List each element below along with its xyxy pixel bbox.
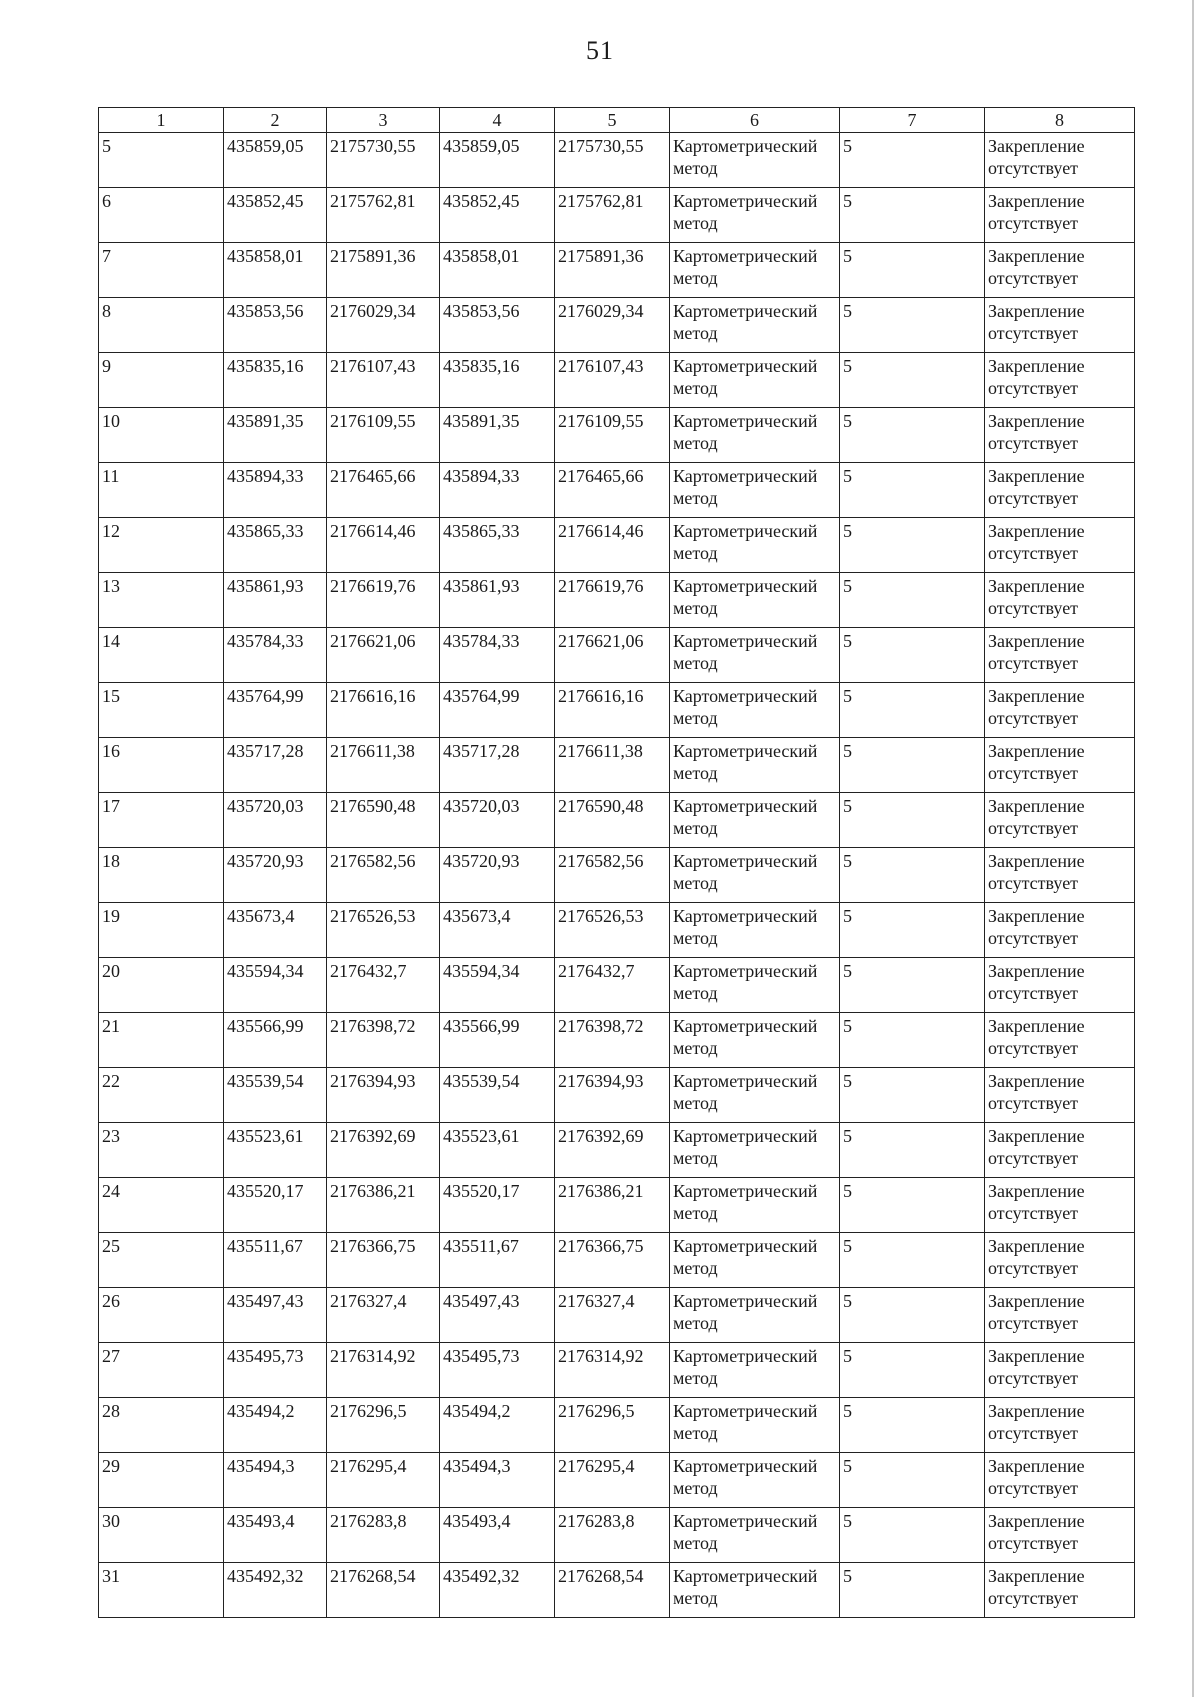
method-cell: Картометрический метод — [670, 1068, 840, 1123]
table-body — [99, 133, 1135, 1618]
point-number-cell: 28 — [99, 1398, 224, 1453]
x-coordinate-cell: 435493,4 — [224, 1508, 327, 1563]
marking-cell: Закрепление отсутствует — [985, 958, 1135, 1013]
point-number-cell: 5 — [99, 133, 224, 188]
accuracy-cell: 5 — [840, 903, 985, 958]
x-coordinate-cell: 435717,28 — [224, 738, 327, 793]
y-coordinate-cell: 2176268,54 — [327, 1563, 440, 1618]
x-coordinate-cell: 435894,33 — [440, 463, 555, 518]
x-coordinate-cell: 435494,2 — [440, 1398, 555, 1453]
y-coordinate-cell: 2176526,53 — [555, 903, 670, 958]
accuracy-cell: 5 — [840, 1013, 985, 1068]
x-coordinate-cell: 435865,33 — [440, 518, 555, 573]
table-row — [99, 848, 1135, 903]
column-header: 2 — [224, 108, 327, 133]
marking-cell: Закрепление отсутствует — [985, 903, 1135, 958]
x-coordinate-cell: 435520,17 — [440, 1178, 555, 1233]
y-coordinate-cell: 2175891,36 — [555, 243, 670, 298]
table-row — [99, 1178, 1135, 1233]
x-coordinate-cell: 435720,03 — [224, 793, 327, 848]
table-row — [99, 133, 1135, 188]
y-coordinate-cell: 2176327,4 — [555, 1288, 670, 1343]
x-coordinate-cell: 435673,4 — [440, 903, 555, 958]
point-number-cell: 20 — [99, 958, 224, 1013]
accuracy-cell: 5 — [840, 1068, 985, 1123]
accuracy-cell: 5 — [840, 1233, 985, 1288]
accuracy-cell: 5 — [840, 518, 985, 573]
y-coordinate-cell: 2176619,76 — [555, 573, 670, 628]
y-coordinate-cell: 2176109,55 — [555, 408, 670, 463]
marking-cell: Закрепление отсутствует — [985, 738, 1135, 793]
column-header: 6 — [670, 108, 840, 133]
table-row — [99, 1068, 1135, 1123]
x-coordinate-cell: 435497,43 — [440, 1288, 555, 1343]
y-coordinate-cell: 2176590,48 — [327, 793, 440, 848]
x-coordinate-cell: 435720,93 — [224, 848, 327, 903]
method-cell: Картометрический метод — [670, 683, 840, 738]
y-coordinate-cell: 2176296,5 — [555, 1398, 670, 1453]
method-cell: Картометрический метод — [670, 463, 840, 518]
y-coordinate-cell: 2176314,92 — [327, 1343, 440, 1398]
table-row — [99, 1343, 1135, 1398]
x-coordinate-cell: 435861,93 — [440, 573, 555, 628]
x-coordinate-cell: 435861,93 — [224, 573, 327, 628]
column-header: 8 — [985, 108, 1135, 133]
x-coordinate-cell: 435853,56 — [224, 298, 327, 353]
marking-cell: Закрепление отсутствует — [985, 793, 1135, 848]
table-row — [99, 1398, 1135, 1453]
point-number-cell: 14 — [99, 628, 224, 683]
x-coordinate-cell: 435852,45 — [224, 188, 327, 243]
y-coordinate-cell: 2176029,34 — [555, 298, 670, 353]
accuracy-cell: 5 — [840, 683, 985, 738]
marking-cell: Закрепление отсутствует — [985, 1453, 1135, 1508]
y-coordinate-cell: 2176432,7 — [555, 958, 670, 1013]
y-coordinate-cell: 2176295,4 — [327, 1453, 440, 1508]
point-number-cell: 12 — [99, 518, 224, 573]
y-coordinate-cell: 2176398,72 — [327, 1013, 440, 1068]
y-coordinate-cell: 2176611,38 — [327, 738, 440, 793]
table-row — [99, 1453, 1135, 1508]
point-number-cell: 8 — [99, 298, 224, 353]
accuracy-cell: 5 — [840, 1178, 985, 1233]
accuracy-cell: 5 — [840, 573, 985, 628]
accuracy-cell: 5 — [840, 848, 985, 903]
x-coordinate-cell: 435784,33 — [224, 628, 327, 683]
x-coordinate-cell: 435891,35 — [440, 408, 555, 463]
y-coordinate-cell: 2176614,46 — [327, 518, 440, 573]
accuracy-cell: 5 — [840, 1453, 985, 1508]
x-coordinate-cell: 435858,01 — [440, 243, 555, 298]
accuracy-cell: 5 — [840, 793, 985, 848]
x-coordinate-cell: 435539,54 — [440, 1068, 555, 1123]
table-row — [99, 463, 1135, 518]
method-cell: Картометрический метод — [670, 188, 840, 243]
x-coordinate-cell: 435858,01 — [224, 243, 327, 298]
point-number-cell: 19 — [99, 903, 224, 958]
point-number-cell: 26 — [99, 1288, 224, 1343]
x-coordinate-cell: 435720,03 — [440, 793, 555, 848]
point-number-cell: 16 — [99, 738, 224, 793]
marking-cell: Закрепление отсутствует — [985, 1123, 1135, 1178]
table-row — [99, 903, 1135, 958]
x-coordinate-cell: 435495,73 — [440, 1343, 555, 1398]
method-cell: Картометрический метод — [670, 353, 840, 408]
point-number-cell: 18 — [99, 848, 224, 903]
method-cell: Картометрический метод — [670, 1343, 840, 1398]
y-coordinate-cell: 2176394,93 — [327, 1068, 440, 1123]
table-row — [99, 1288, 1135, 1343]
x-coordinate-cell: 435494,2 — [224, 1398, 327, 1453]
y-coordinate-cell: 2176526,53 — [327, 903, 440, 958]
y-coordinate-cell: 2176386,21 — [327, 1178, 440, 1233]
y-coordinate-cell: 2176465,66 — [327, 463, 440, 518]
y-coordinate-cell: 2176392,69 — [555, 1123, 670, 1178]
x-coordinate-cell: 435511,67 — [224, 1233, 327, 1288]
marking-cell: Закрепление отсутствует — [985, 408, 1135, 463]
y-coordinate-cell: 2176398,72 — [555, 1013, 670, 1068]
x-coordinate-cell: 435494,3 — [224, 1453, 327, 1508]
y-coordinate-cell: 2176465,66 — [555, 463, 670, 518]
x-coordinate-cell: 435520,17 — [224, 1178, 327, 1233]
point-number-cell: 23 — [99, 1123, 224, 1178]
marking-cell: Закрепление отсутствует — [985, 353, 1135, 408]
method-cell: Картометрический метод — [670, 298, 840, 353]
y-coordinate-cell: 2176296,5 — [327, 1398, 440, 1453]
point-number-cell: 24 — [99, 1178, 224, 1233]
y-coordinate-cell: 2176394,93 — [555, 1068, 670, 1123]
point-number-cell: 21 — [99, 1013, 224, 1068]
point-number-cell: 25 — [99, 1233, 224, 1288]
x-coordinate-cell: 435764,99 — [224, 683, 327, 738]
table-row — [99, 243, 1135, 298]
x-coordinate-cell: 435852,45 — [440, 188, 555, 243]
y-coordinate-cell: 2176611,38 — [555, 738, 670, 793]
y-coordinate-cell: 2176614,46 — [555, 518, 670, 573]
x-coordinate-cell: 435859,05 — [224, 133, 327, 188]
y-coordinate-cell: 2176109,55 — [327, 408, 440, 463]
accuracy-cell: 5 — [840, 628, 985, 683]
method-cell: Картометрический метод — [670, 1178, 840, 1233]
x-coordinate-cell: 435492,32 — [440, 1563, 555, 1618]
column-header: 7 — [840, 108, 985, 133]
y-coordinate-cell: 2176295,4 — [555, 1453, 670, 1508]
x-coordinate-cell: 435894,33 — [224, 463, 327, 518]
accuracy-cell: 5 — [840, 243, 985, 298]
y-coordinate-cell: 2176107,43 — [555, 353, 670, 408]
method-cell: Картометрический метод — [670, 243, 840, 298]
x-coordinate-cell: 435523,61 — [440, 1123, 555, 1178]
x-coordinate-cell: 435497,43 — [224, 1288, 327, 1343]
y-coordinate-cell: 2176619,76 — [327, 573, 440, 628]
method-cell: Картометрический метод — [670, 1398, 840, 1453]
method-cell: Картометрический метод — [670, 1123, 840, 1178]
x-coordinate-cell: 435539,54 — [224, 1068, 327, 1123]
coordinates-table — [98, 107, 1135, 1618]
x-coordinate-cell: 435523,61 — [224, 1123, 327, 1178]
method-cell: Картометрический метод — [670, 1288, 840, 1343]
accuracy-cell: 5 — [840, 463, 985, 518]
marking-cell: Закрепление отсутствует — [985, 518, 1135, 573]
marking-cell: Закрепление отсутствует — [985, 683, 1135, 738]
marking-cell: Закрепление отсутствует — [985, 1068, 1135, 1123]
column-header: 4 — [440, 108, 555, 133]
x-coordinate-cell: 435566,99 — [440, 1013, 555, 1068]
y-coordinate-cell: 2176621,06 — [327, 628, 440, 683]
table-header — [99, 108, 1135, 133]
accuracy-cell: 5 — [840, 1343, 985, 1398]
marking-cell: Закрепление отсутствует — [985, 848, 1135, 903]
marking-cell: Закрепление отсутствует — [985, 1563, 1135, 1618]
y-coordinate-cell: 2176366,75 — [555, 1233, 670, 1288]
table-row — [99, 1233, 1135, 1288]
accuracy-cell: 5 — [840, 1508, 985, 1563]
point-number-cell: 22 — [99, 1068, 224, 1123]
marking-cell: Закрепление отсутствует — [985, 1178, 1135, 1233]
x-coordinate-cell: 435891,35 — [224, 408, 327, 463]
y-coordinate-cell: 2176107,43 — [327, 353, 440, 408]
y-coordinate-cell: 2175891,36 — [327, 243, 440, 298]
y-coordinate-cell: 2176327,4 — [327, 1288, 440, 1343]
method-cell: Картометрический метод — [670, 573, 840, 628]
accuracy-cell: 5 — [840, 188, 985, 243]
point-number-cell: 17 — [99, 793, 224, 848]
point-number-cell: 7 — [99, 243, 224, 298]
marking-cell: Закрепление отсутствует — [985, 573, 1135, 628]
y-coordinate-cell: 2176386,21 — [555, 1178, 670, 1233]
table-row — [99, 1123, 1135, 1178]
x-coordinate-cell: 435495,73 — [224, 1343, 327, 1398]
table-row — [99, 408, 1135, 463]
accuracy-cell: 5 — [840, 1563, 985, 1618]
accuracy-cell: 5 — [840, 1398, 985, 1453]
x-coordinate-cell: 435717,28 — [440, 738, 555, 793]
point-number-cell: 6 — [99, 188, 224, 243]
x-coordinate-cell: 435865,33 — [224, 518, 327, 573]
x-coordinate-cell: 435511,67 — [440, 1233, 555, 1288]
point-number-cell: 30 — [99, 1508, 224, 1563]
point-number-cell: 13 — [99, 573, 224, 628]
y-coordinate-cell: 2176621,06 — [555, 628, 670, 683]
y-coordinate-cell: 2175730,55 — [555, 133, 670, 188]
y-coordinate-cell: 2176392,69 — [327, 1123, 440, 1178]
method-cell: Картометрический метод — [670, 518, 840, 573]
marking-cell: Закрепление отсутствует — [985, 298, 1135, 353]
y-coordinate-cell: 2176432,7 — [327, 958, 440, 1013]
marking-cell: Закрепление отсутствует — [985, 1508, 1135, 1563]
point-number-cell: 15 — [99, 683, 224, 738]
method-cell: Картометрический метод — [670, 133, 840, 188]
column-header: 5 — [555, 108, 670, 133]
accuracy-cell: 5 — [840, 353, 985, 408]
method-cell: Картометрический метод — [670, 1508, 840, 1563]
column-header: 1 — [99, 108, 224, 133]
marking-cell: Закрепление отсутствует — [985, 1343, 1135, 1398]
table-row — [99, 1013, 1135, 1068]
y-coordinate-cell: 2175730,55 — [327, 133, 440, 188]
y-coordinate-cell: 2175762,81 — [327, 188, 440, 243]
table-row — [99, 188, 1135, 243]
table-row — [99, 353, 1135, 408]
y-coordinate-cell: 2176582,56 — [327, 848, 440, 903]
method-cell: Картометрический метод — [670, 1233, 840, 1288]
y-coordinate-cell: 2176283,8 — [555, 1508, 670, 1563]
x-coordinate-cell: 435784,33 — [440, 628, 555, 683]
coordinates-table-container — [98, 107, 1134, 1618]
y-coordinate-cell: 2175762,81 — [555, 188, 670, 243]
scan-margin-line — [1192, 0, 1194, 1697]
point-number-cell: 29 — [99, 1453, 224, 1508]
marking-cell: Закрепление отсутствует — [985, 628, 1135, 683]
y-coordinate-cell: 2176283,8 — [327, 1508, 440, 1563]
method-cell: Картометрический метод — [670, 738, 840, 793]
point-number-cell: 10 — [99, 408, 224, 463]
marking-cell: Закрепление отсутствует — [985, 1398, 1135, 1453]
marking-cell: Закрепление отсутствует — [985, 1013, 1135, 1068]
y-coordinate-cell: 2176029,34 — [327, 298, 440, 353]
marking-cell: Закрепление отсутствует — [985, 243, 1135, 298]
table-row — [99, 573, 1135, 628]
y-coordinate-cell: 2176314,92 — [555, 1343, 670, 1398]
x-coordinate-cell: 435859,05 — [440, 133, 555, 188]
x-coordinate-cell: 435492,32 — [224, 1563, 327, 1618]
method-cell: Картометрический метод — [670, 1013, 840, 1068]
point-number-cell: 31 — [99, 1563, 224, 1618]
point-number-cell: 9 — [99, 353, 224, 408]
x-coordinate-cell: 435720,93 — [440, 848, 555, 903]
y-coordinate-cell: 2176616,16 — [327, 683, 440, 738]
accuracy-cell: 5 — [840, 133, 985, 188]
marking-cell: Закрепление отсутствует — [985, 1288, 1135, 1343]
marking-cell: Закрепление отсутствует — [985, 133, 1135, 188]
x-coordinate-cell: 435853,56 — [440, 298, 555, 353]
y-coordinate-cell: 2176590,48 — [555, 793, 670, 848]
method-cell: Картометрический метод — [670, 793, 840, 848]
column-header: 3 — [327, 108, 440, 133]
method-cell: Картометрический метод — [670, 903, 840, 958]
accuracy-cell: 5 — [840, 958, 985, 1013]
table-row — [99, 1563, 1135, 1618]
accuracy-cell: 5 — [840, 738, 985, 793]
y-coordinate-cell: 2176616,16 — [555, 683, 670, 738]
x-coordinate-cell: 435835,16 — [440, 353, 555, 408]
x-coordinate-cell: 435594,34 — [224, 958, 327, 1013]
method-cell: Картометрический метод — [670, 1453, 840, 1508]
x-coordinate-cell: 435764,99 — [440, 683, 555, 738]
table-row — [99, 298, 1135, 353]
table-row — [99, 958, 1135, 1013]
method-cell: Картометрический метод — [670, 1563, 840, 1618]
method-cell: Картометрический метод — [670, 628, 840, 683]
accuracy-cell: 5 — [840, 408, 985, 463]
x-coordinate-cell: 435835,16 — [224, 353, 327, 408]
table-row — [99, 1508, 1135, 1563]
marking-cell: Закрепление отсутствует — [985, 188, 1135, 243]
table-row — [99, 738, 1135, 793]
page-number: 51 — [586, 36, 614, 65]
method-cell: Картометрический метод — [670, 408, 840, 463]
accuracy-cell: 5 — [840, 1288, 985, 1343]
y-coordinate-cell: 2176366,75 — [327, 1233, 440, 1288]
y-coordinate-cell: 2176582,56 — [555, 848, 670, 903]
marking-cell: Закрепление отсутствует — [985, 463, 1135, 518]
header-row — [99, 108, 1135, 133]
marking-cell: Закрепление отсутствует — [985, 1233, 1135, 1288]
x-coordinate-cell: 435493,4 — [440, 1508, 555, 1563]
point-number-cell: 11 — [99, 463, 224, 518]
table-row — [99, 683, 1135, 738]
table-row — [99, 518, 1135, 573]
table-row — [99, 628, 1135, 683]
method-cell: Картометрический метод — [670, 848, 840, 903]
accuracy-cell: 5 — [840, 1123, 985, 1178]
x-coordinate-cell: 435594,34 — [440, 958, 555, 1013]
x-coordinate-cell: 435494,3 — [440, 1453, 555, 1508]
table-row — [99, 793, 1135, 848]
y-coordinate-cell: 2176268,54 — [555, 1563, 670, 1618]
x-coordinate-cell: 435566,99 — [224, 1013, 327, 1068]
point-number-cell: 27 — [99, 1343, 224, 1398]
method-cell: Картометрический метод — [670, 958, 840, 1013]
accuracy-cell: 5 — [840, 298, 985, 353]
x-coordinate-cell: 435673,4 — [224, 903, 327, 958]
